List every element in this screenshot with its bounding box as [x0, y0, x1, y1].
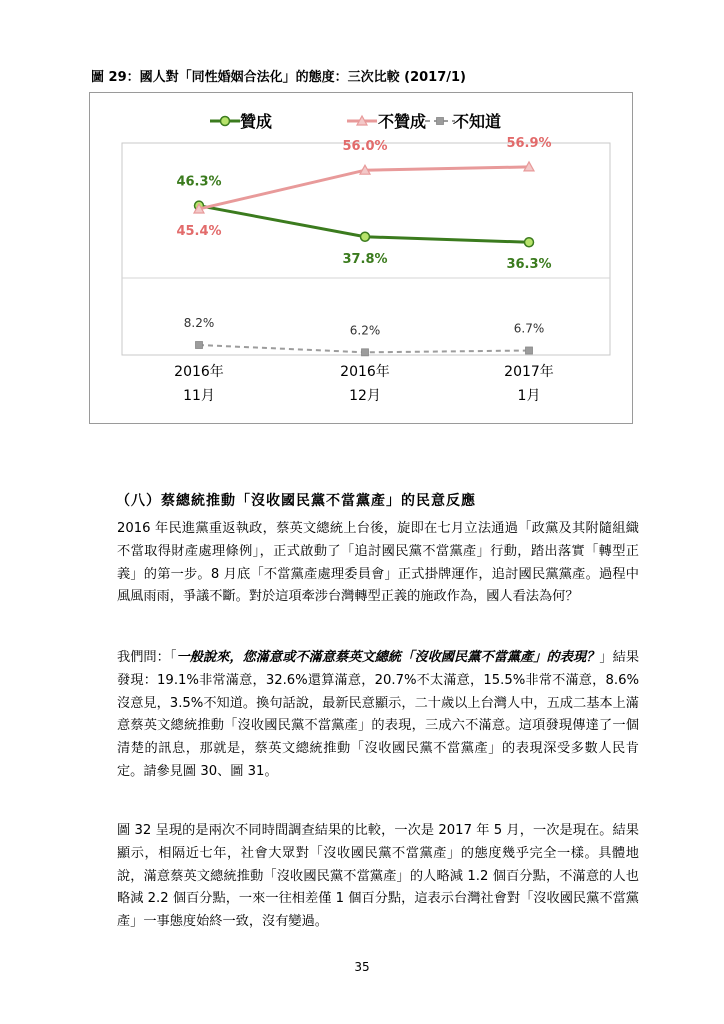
- paragraph-1-text: 2016 年民進黨重返執政，蔡英文總統上台後，旋即在七月立法通過「政黨及其附隨組織不當取得財產處理條例」，正式啟動了「追討國民黨不當黨產」行動，踏出落實「轉型正義」的第一步。8 月底「不當黨產處理委員會」正式掛牌運作，追討國民黨黨產。過程中風風雨雨，爭議不斷。對於這項牽涉台灣轉型正義的施政作為，國人看法為何？: [117, 521, 639, 605]
- data-label-0-2: 36.3%: [506, 257, 552, 273]
- data-point-2-0: [196, 342, 203, 349]
- data-point-2-2: [526, 347, 533, 354]
- paragraph-2: [91, 647, 639, 784]
- paragraph-1: [91, 518, 639, 609]
- data-label-2-2: 6.7%: [513, 321, 545, 336]
- data-label-0-1: 37.8%: [342, 251, 388, 267]
- data-point-2-1: [362, 349, 369, 356]
- x-tick-label-2-1: 1月: [517, 388, 541, 404]
- data-point-0-1: [361, 232, 370, 241]
- data-label-1-0: 45.4%: [176, 223, 222, 239]
- data-label-2-1: 6.2%: [349, 323, 381, 338]
- legend-label-0: 贊成: [240, 112, 273, 131]
- question-lead: 我們問：「: [117, 650, 177, 665]
- legend-label-1: 不贊成: [378, 112, 427, 131]
- figure-title: 圖 29：國人對「同性婚姻合法化」的態度：三次比較 (2017/1): [91, 70, 467, 85]
- x-tick-label-2-0: 2017年: [504, 364, 554, 380]
- data-label-0-0: 46.3%: [176, 174, 222, 190]
- x-tick-label-1-1: 12月: [349, 388, 381, 404]
- data-label-2-0: 8.2%: [183, 316, 215, 331]
- line-chart: [89, 92, 633, 424]
- x-tick-label-1-0: 2016年: [340, 364, 390, 380]
- x-tick-label-0-1: 11月: [183, 388, 215, 404]
- data-point-0-2: [525, 238, 534, 247]
- data-label-1-2: 56.9%: [506, 135, 552, 151]
- paragraph-3: [91, 820, 639, 934]
- chart-svg: [90, 93, 632, 423]
- paragraph-3-text: 圖 32 呈現的是兩次不同時間調查結果的比較，一次是 2017 年 5 月，一次是現在。結果顯示，相隔近七年，社會大眾對「沒收國民黨不當黨產」的態度幾乎完全一樣。具體地說，滿意蔡英文總統推動「沒收國民黨不當黨產」的人略減 1.2 個百分點，不滿意的人也略減 2.2 個百分點，一來一往相差僅 1 個百分點，這表示台灣社會對「沒收國民黨不當黨產」一事態度始終一致，沒有變過。: [117, 823, 639, 930]
- legend-label-2: 不知道: [453, 112, 502, 131]
- legend-marker-0: [221, 117, 230, 126]
- section-heading: （八）蔡總統推動「沒收國民黨不當黨產」的民意反應: [116, 493, 476, 509]
- survey-question: 一般說來，您滿意或不滿意蔡英文總統「沒收國民黨不當黨產」的表現？: [176, 650, 600, 665]
- survey-results: 」結果發現：19.1%非常滿意，32.6%還算滿意，20.7%不太滿意，15.5%非常不滿意，8.6%沒意見，3.5%不知道。換句話說，最新民意顯示，二十歲以上台灣人中，五成二基本上滿意蔡英文總統推動「沒收國民黨不當黨產」的表現，三成六不滿意。這項發現傳達了一個清楚的訊息，那就是，蔡英文總統推動「沒收國民黨不當黨產」的表現深受多數人民肯定。請參見圖 30、圖 31。: [117, 650, 640, 779]
- x-tick-label-0-0: 2016年: [174, 364, 224, 380]
- data-label-1-1: 56.0%: [342, 139, 388, 155]
- page-number: 35: [354, 960, 370, 974]
- legend-marker-2: [437, 118, 444, 125]
